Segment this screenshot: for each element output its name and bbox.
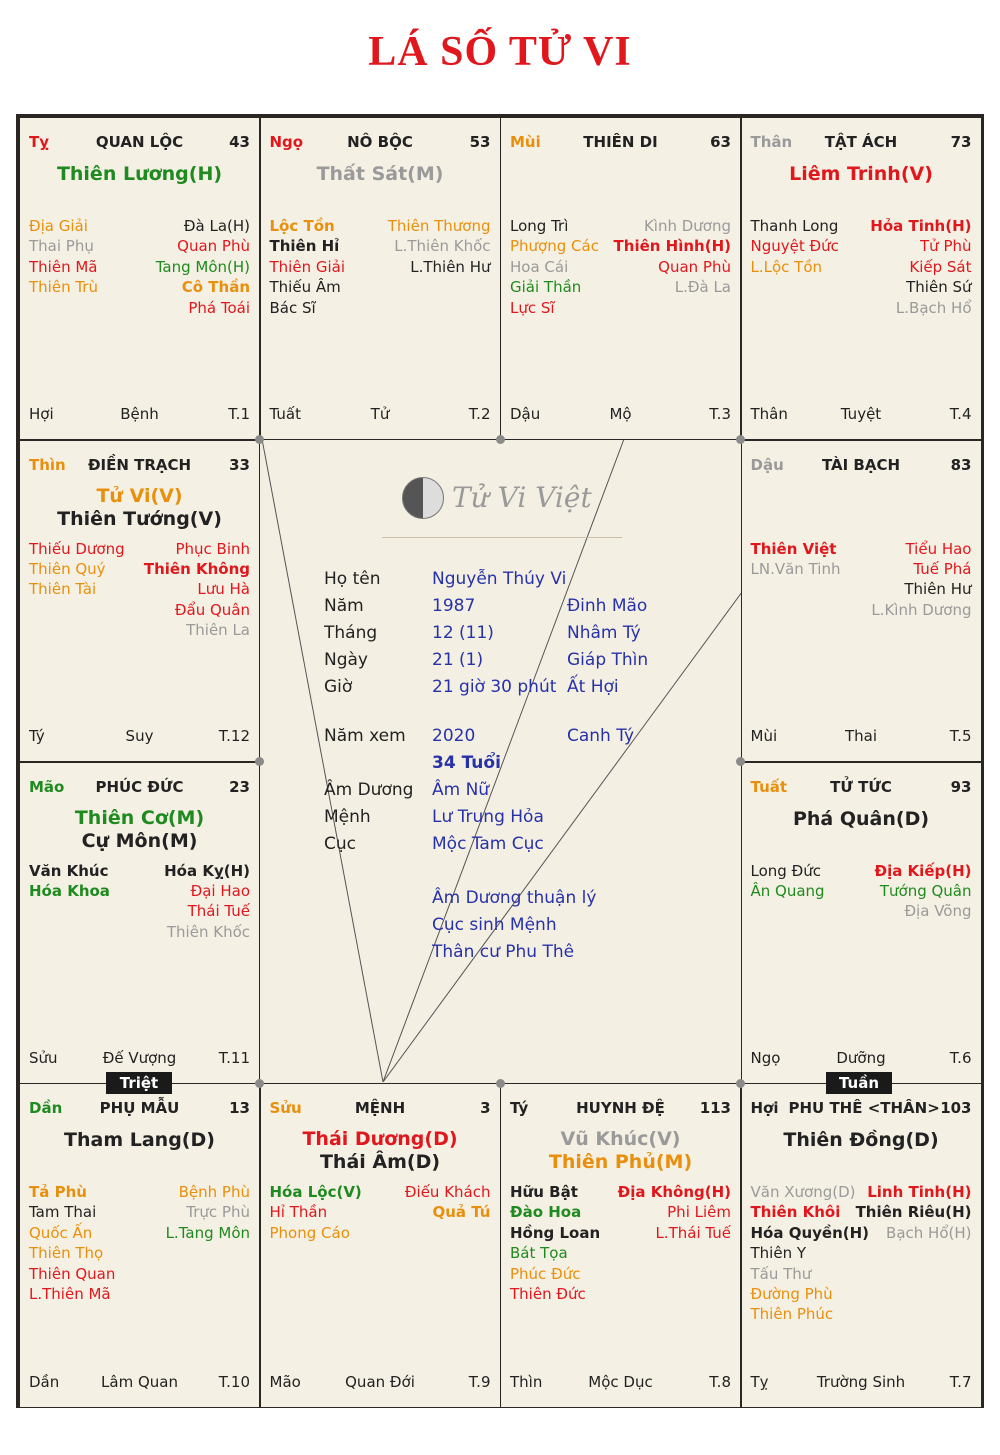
minor-star: Lực Sĩ (510, 298, 555, 317)
minor-star: Thiên Quan (29, 1264, 116, 1283)
palace-footer (29, 405, 250, 425)
junction-dot (736, 435, 745, 444)
junction-dot (255, 435, 264, 444)
main-star: Tử Vi(V) (96, 484, 183, 507)
footer-age: T.8 (709, 1373, 731, 1391)
logo-text: Tử Vi Việt (452, 481, 592, 514)
info-label: Năm xem (324, 726, 406, 746)
palace-number: 23 (229, 777, 250, 796)
minor-stars-right (871, 539, 971, 621)
logo-divider (382, 537, 622, 538)
minor-star: Phúc Đức (510, 1264, 581, 1283)
minor-stars-right (405, 1182, 491, 1223)
footer-branch: Tý (29, 726, 45, 745)
center-info-panel (262, 439, 742, 1082)
minor-star: Thiếu Dương (29, 539, 125, 558)
palace-footer (510, 1373, 731, 1393)
footer-stage: Dưỡng (836, 1048, 886, 1067)
palace-dau-right[interactable] (741, 440, 982, 762)
palace-ngo-top[interactable] (260, 117, 501, 440)
info-value-canchi: Ất Hợi (567, 677, 619, 697)
minor-stars-right (614, 216, 731, 298)
main-star: Thiên Lương(H) (56, 163, 223, 185)
minor-star: Thiên Y (750, 1244, 807, 1263)
info-value: 21 (1) (432, 650, 484, 670)
palace-tuat-right[interactable] (741, 762, 982, 1084)
minor-star: Bạch Hổ(H) (886, 1223, 972, 1242)
minor-star: Thai Phụ (29, 237, 94, 256)
footer-age: T.11 (218, 1048, 250, 1067)
palace-mao-left[interactable] (19, 762, 260, 1084)
footer-branch: Thân (750, 405, 788, 423)
footer-age: T.7 (949, 1373, 972, 1391)
palace-hoi-bottom[interactable] (741, 1083, 982, 1408)
info-label: Giờ (324, 677, 353, 697)
palace-number: 83 (950, 455, 972, 474)
minor-star: Phá Toái (188, 298, 250, 317)
minor-star: Quan Phù (658, 257, 731, 276)
triet-badge: Triệt (106, 1072, 172, 1094)
minor-star: Phượng Các (510, 237, 599, 256)
footer-stage: Bệnh (120, 405, 159, 423)
minor-star: Văn Xương(D) (750, 1183, 856, 1201)
palace-branch: Ngọ (269, 133, 304, 151)
minor-star: Địa Giải (29, 217, 88, 235)
yin-yang-icon (402, 477, 444, 519)
palace-footer (29, 727, 250, 747)
palace-name: TẬT ÁCH (824, 133, 898, 151)
minor-star: Trực Phù (186, 1203, 250, 1222)
footer-age: T.5 (949, 726, 972, 745)
palace-header (510, 1099, 731, 1121)
minor-star: Tướng Quân (879, 881, 972, 900)
minor-star: Thiên Quý (29, 559, 106, 578)
main-star: Thất Sát(M) (316, 163, 444, 185)
footer-age: T.6 (949, 1048, 972, 1067)
minor-stars-left (29, 1182, 115, 1304)
info-label: Năm (324, 596, 364, 616)
palace-thin-left[interactable] (19, 440, 260, 762)
minor-stars-left (270, 1182, 362, 1243)
minor-star: Bát Tọa (510, 1244, 568, 1263)
info-label: Âm Dương (324, 780, 414, 800)
footer-branch: Hợi (29, 405, 54, 423)
info-value: 1987 (432, 596, 476, 616)
minor-star: Hóa Khoa (29, 881, 110, 900)
minor-star: Thiên Thương (387, 217, 491, 235)
palace-footer (29, 1373, 250, 1393)
minor-stars-right (156, 216, 250, 318)
minor-stars-left (29, 539, 125, 600)
minor-star: Kiếp Sát (909, 257, 972, 276)
info-value: Lư Trung Hỏa (432, 807, 544, 827)
palace-footer (270, 1373, 491, 1393)
junction-dot (496, 1079, 505, 1088)
minor-star: Hỏa Tinh(H) (870, 217, 972, 235)
minor-star: Tử Phù (920, 237, 972, 256)
minor-star: Thái Tuế (187, 902, 250, 921)
minor-stars-right (618, 1182, 731, 1243)
footer-stage: Quan Đới (345, 1373, 415, 1391)
minor-star: Thiên La (186, 621, 250, 640)
palace-number: 43 (229, 133, 250, 151)
minor-stars-left (510, 1182, 600, 1304)
palace-branch: Tỵ (29, 133, 50, 151)
minor-stars-right (166, 1182, 250, 1243)
minor-star: L.Tang Môn (165, 1223, 250, 1242)
minor-star: L.Kình Dương (871, 600, 972, 619)
minor-star: Tam Thai (29, 1203, 97, 1222)
minor-star: Địa Võng (904, 902, 972, 921)
minor-star: Thiên Khốc (166, 922, 250, 941)
palace-name: TÀI BẠCH (821, 455, 901, 474)
minor-star: Phục Binh (175, 539, 250, 558)
palace-footer (751, 1373, 972, 1393)
minor-star: Thiên Riêu(H) (855, 1203, 972, 1222)
minor-stars-right (875, 861, 972, 922)
minor-star: Thiên Sứ (906, 278, 972, 297)
palace-footer (751, 727, 972, 747)
info-label: Ngày (324, 650, 368, 670)
palace-branch: Hợi (750, 1099, 779, 1117)
palace-header (510, 133, 731, 155)
palace-header (751, 1099, 972, 1121)
palace-header (29, 133, 250, 155)
minor-star: Đà La(H) (183, 217, 250, 235)
footer-stage: Mộc Dục (588, 1373, 653, 1391)
palace-branch: Tý (510, 1099, 529, 1117)
minor-stars-left (270, 216, 346, 318)
palace-number: 3 (480, 1099, 491, 1117)
minor-star: L.Thiên Mã (29, 1284, 111, 1303)
minor-star: Quan Phù (177, 237, 250, 256)
minor-star: Thiếu Âm (269, 278, 341, 297)
minor-star: Long Đức (750, 861, 821, 880)
palace-header (29, 1099, 250, 1121)
palace-mui-top[interactable] (500, 117, 741, 440)
minor-star: Địa Kiếp(H) (874, 861, 972, 880)
info-value: 34 Tuổi (432, 753, 501, 773)
footer-age: T.9 (468, 1373, 491, 1391)
minor-star: Phong Cáo (269, 1223, 350, 1242)
main-star: Tham Lang(D) (64, 1129, 215, 1151)
palace-number: 33 (229, 455, 250, 474)
junction-dot (255, 1079, 264, 1088)
palace-number: 93 (950, 777, 972, 796)
minor-star: Văn Khúc (29, 861, 109, 880)
minor-stars-left (751, 1182, 870, 1325)
minor-star: Quả Tú (432, 1203, 491, 1222)
footer-branch: Sửu (29, 1048, 58, 1067)
minor-stars-left (510, 216, 599, 318)
minor-star: Thiên Việt (750, 539, 837, 558)
minor-star: Hữu Bật (510, 1183, 578, 1201)
minor-star: Ân Quang (750, 881, 825, 900)
minor-star: L.Lộc Tồn (750, 257, 823, 276)
minor-stars-left (751, 861, 825, 902)
info-label: Họ tên (324, 569, 381, 589)
main-star: Thiên Phủ(M) (548, 1151, 693, 1173)
main-star: Thái Âm(D) (319, 1151, 441, 1173)
minor-star: Thiên Mã (29, 257, 98, 276)
footer-age: T.12 (218, 726, 250, 745)
minor-star: Đại Hao (190, 881, 250, 900)
minor-star: Thiên Hình(H) (613, 237, 731, 256)
footer-branch: Thìn (510, 1373, 543, 1391)
minor-star: Tang Môn(H) (155, 257, 250, 276)
junction-dot (496, 435, 505, 444)
footer-age: T.1 (228, 405, 250, 423)
minor-stars-right (144, 539, 250, 641)
palace-number: 63 (710, 133, 731, 151)
tuan-badge: Tuần (826, 1072, 892, 1094)
info-value-canchi: Đinh Mão (567, 596, 648, 616)
minor-star: Hồng Loan (510, 1223, 601, 1242)
minor-star: Hóa Kỵ(H) (164, 861, 250, 880)
minor-stars-left (751, 539, 841, 580)
palace-header (29, 456, 250, 478)
palace-header (270, 1099, 491, 1121)
minor-star: L.Thiên Hư (410, 257, 491, 276)
palace-than-top[interactable] (741, 117, 982, 440)
footer-stage: Tuyệt (840, 405, 882, 423)
palace-branch: Tuất (750, 777, 788, 796)
minor-star: Giải Thần (510, 278, 582, 297)
info-value: 21 giờ 30 phút (432, 677, 557, 697)
minor-star: Tiểu Hao (905, 539, 972, 558)
minor-star: Thiên Khôi (750, 1203, 841, 1222)
minor-star: Đẩu Quân (174, 600, 250, 619)
palace-header (270, 133, 491, 155)
junction-dot (736, 1079, 745, 1088)
minor-star: Lộc Tồn (269, 217, 335, 235)
minor-star: Linh Tinh(H) (867, 1183, 972, 1201)
info-value: Mộc Tam Cục (432, 834, 544, 854)
info-value: Nguyễn Thúy Vi (432, 569, 567, 589)
minor-stars-left (29, 861, 110, 902)
palace-branch: Dậu (750, 455, 784, 474)
minor-star: Thiên Trù (29, 278, 98, 297)
main-star: Thiên Đồng(D) (783, 1129, 939, 1151)
minor-star: Thiên Đức (510, 1284, 586, 1303)
palace-number: 53 (469, 133, 491, 151)
minor-star: Thanh Long (750, 217, 839, 235)
footer-branch: Mùi (750, 726, 778, 745)
footer-stage: Tử (370, 405, 390, 423)
minor-star: Kình Dương (643, 217, 731, 235)
footer-branch: Dần (29, 1373, 60, 1391)
palace-header (751, 456, 972, 478)
info-note: Cục sinh Mệnh (432, 915, 557, 935)
main-star: Cự Môn(M) (81, 829, 198, 852)
info-value: Âm Nữ (432, 780, 490, 800)
palace-number: 113 (699, 1099, 731, 1117)
palace-ty-top[interactable] (19, 117, 260, 440)
footer-branch: Tuất (269, 405, 301, 423)
minor-star: Địa Không(H) (617, 1183, 731, 1201)
minor-star: Đào Hoa (510, 1203, 582, 1222)
info-value-canchi: Nhâm Tý (567, 623, 641, 643)
minor-star: Thiên Hỉ (269, 237, 340, 256)
palace-branch: Thân (750, 133, 793, 151)
info-label: Cục (324, 834, 356, 854)
palace-dan-bottom[interactable] (19, 1083, 260, 1408)
minor-star: Thiên Thọ (29, 1244, 104, 1263)
palace-name: PHU THÊ <THÂN> (788, 1099, 940, 1117)
info-value-canchi: Giáp Thìn (567, 650, 649, 670)
minor-stars-left (29, 216, 98, 298)
palace-footer (29, 1049, 250, 1069)
palace-name: THIÊN DI (583, 133, 658, 151)
info-value: 2020 (432, 726, 476, 746)
palace-branch: Mùi (510, 133, 541, 151)
minor-star: Long Trì (510, 217, 569, 235)
minor-star: Thiên Phúc (750, 1305, 834, 1324)
main-star: Thiên Cơ(M) (74, 806, 205, 829)
info-label: Mệnh (324, 807, 371, 827)
minor-star: Bác Sĩ (269, 298, 316, 317)
palace-footer (751, 1049, 972, 1069)
main-star: Liêm Trinh(V) (789, 163, 933, 185)
footer-age: T.2 (468, 405, 491, 423)
palace-name: ĐIỀN TRẠCH (87, 455, 192, 474)
palace-number: 13 (229, 1099, 250, 1117)
minor-star: Tấu Thư (750, 1264, 812, 1283)
minor-star: Tả Phù (29, 1183, 87, 1201)
minor-star: Tuế Phá (913, 559, 972, 578)
minor-star: Thiên Không (143, 559, 250, 578)
footer-age: T.10 (218, 1373, 250, 1391)
palace-ty-bottom[interactable] (500, 1083, 741, 1408)
palace-branch: Sửu (269, 1099, 302, 1117)
minor-star: Đường Phù (750, 1284, 833, 1303)
info-note: Thân cư Phu Thê (432, 942, 575, 962)
logo (402, 477, 602, 527)
minor-star: L.Đà La (674, 278, 731, 297)
palace-branch: Mão (29, 777, 65, 796)
palace-name: PHÚC ĐỨC (95, 777, 184, 796)
page-title: LÁ SỐ TỬ VI (368, 29, 632, 75)
minor-star: Hóa Lộc(V) (269, 1183, 362, 1201)
main-star: Thiên Tướng(V) (57, 507, 222, 530)
palace-name: QUAN LỘC (95, 133, 184, 151)
minor-star: Điếu Khách (404, 1183, 491, 1201)
palace-header (29, 778, 250, 800)
minor-star: Hóa Quyền(H) (750, 1223, 870, 1242)
minor-star: Thiên Tài (29, 580, 97, 599)
minor-star: Nguyệt Đức (750, 237, 839, 256)
minor-star: L.Thiên Khốc (394, 237, 491, 256)
junction-dot (255, 757, 264, 766)
minor-star: Bệnh Phù (178, 1183, 250, 1201)
palace-header (751, 778, 972, 800)
palace-number: 103 (940, 1099, 972, 1117)
minor-stars-right (388, 216, 491, 277)
aspect-lines (262, 439, 742, 1082)
minor-stars-right (870, 216, 971, 318)
footer-branch: Dậu (510, 405, 541, 423)
footer-branch: Tỵ (750, 1373, 769, 1391)
palace-name: PHỤ MẪU (99, 1099, 180, 1117)
minor-star: Hoa Cái (510, 257, 569, 276)
footer-stage: Đế Vượng (102, 1048, 177, 1067)
palace-name: TỬ TỨC (830, 777, 892, 796)
info-note: Âm Dương thuận lý (432, 888, 597, 908)
footer-stage: Lâm Quan (101, 1373, 178, 1391)
footer-stage: Suy (125, 726, 154, 745)
main-star: Vũ Khúc(V) (560, 1128, 681, 1150)
minor-star: Hỉ Thần (269, 1203, 328, 1222)
palace-footer (270, 405, 491, 425)
minor-star: Cô Thần (181, 278, 250, 297)
info-label: Tháng (324, 623, 378, 643)
minor-star: LN.Văn Tinh (750, 559, 841, 578)
minor-stars-right (856, 1182, 972, 1243)
footer-branch: Mão (269, 1373, 301, 1391)
footer-stage: Mộ (609, 405, 632, 423)
info-value-canchi: Canh Tý (567, 726, 635, 746)
info-value: 12 (11) (432, 623, 494, 643)
footer-age: T.3 (709, 405, 731, 423)
minor-star: L.Bạch Hổ (895, 298, 972, 317)
minor-star: L.Thái Tuế (655, 1223, 731, 1242)
palace-name: HUYNH ĐỆ (576, 1099, 665, 1117)
palace-number: 73 (950, 133, 972, 151)
footer-age: T.4 (949, 405, 972, 423)
palace-name: MỆNH (354, 1099, 406, 1117)
palace-header (751, 133, 972, 155)
minor-star: Thiên Hư (904, 580, 972, 599)
palace-suu-bottom[interactable] (260, 1083, 501, 1408)
palace-name: NÔ BỘC (347, 133, 413, 151)
main-star: Phá Quân(D) (792, 807, 930, 830)
minor-star: Lưu Hà (197, 580, 250, 599)
minor-stars-right (164, 861, 250, 943)
minor-star: Quốc Ấn (29, 1223, 93, 1242)
palace-footer (751, 405, 972, 425)
footer-branch: Ngọ (750, 1048, 781, 1067)
minor-stars-left (751, 216, 839, 277)
horoscope-board (16, 114, 984, 1408)
palace-branch: Thìn (29, 455, 66, 474)
footer-stage: Thai (844, 726, 878, 745)
main-star: Thái Dương(D) (302, 1128, 458, 1150)
palace-footer (510, 405, 731, 425)
minor-star: Thiên Giải (269, 257, 345, 276)
palace-branch: Dần (29, 1099, 63, 1117)
footer-stage: Trường Sinh (816, 1373, 906, 1391)
minor-star: Phi Liêm (667, 1203, 731, 1222)
junction-dot (736, 757, 745, 766)
